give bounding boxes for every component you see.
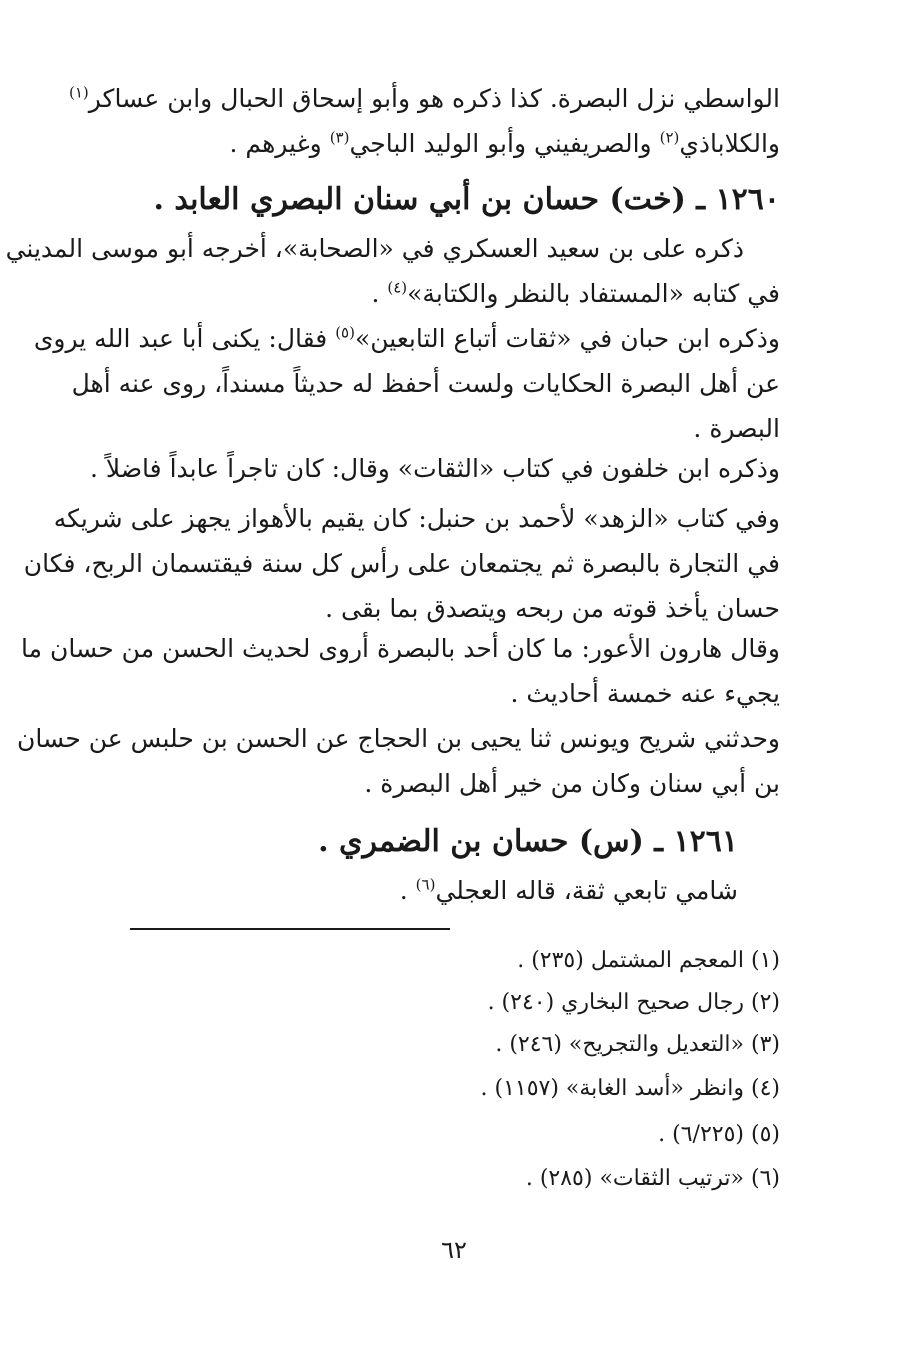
text-line: في التجارة بالبصرة ثم يجتمعان على رأس كل سنة فيقتسمان الربح، فكان — [23, 549, 780, 578]
text-line: بن أبي سنان وكان من خير أهل البصرة . — [364, 769, 780, 798]
text-line: شامي تابعي ثقة، قاله العجلي$^{(٦)}$ . — [399, 875, 738, 905]
footnote: (٣) «التعديل والتجريح» (٢٤٦) . — [495, 1032, 780, 1057]
footnote-ref: (٢) — [659, 128, 680, 147]
text-line: الواسطي نزل البصرة. كذا ذكره هو وأبو إسحاق الحبال وابن عساكر$^{(١)}$ — [68, 83, 780, 113]
paragraph — [33, 316, 780, 451]
text-line: عن أهل البصرة الحكايات ولست أحفظ له حديثاً مسنداً، روى عنه أهل — [71, 369, 780, 398]
paragraph — [23, 496, 780, 631]
paragraph — [90, 868, 738, 913]
paragraph — [5, 226, 780, 316]
footnote-ref: (٥) — [335, 323, 355, 342]
paragraph — [90, 446, 780, 491]
text-line: يجيء عنه خمسة أحاديث . — [510, 679, 780, 708]
text-line: وذكره ابن حبان في «ثقات أتباع التابعين»$^{(٥)}$ فقال: يكنى أبا عبد الله يروى — [33, 323, 780, 353]
entry-heading-1260: ١٢٦٠ ـ (خت) حسان بن أبي سنان البصري العابد . — [153, 182, 780, 217]
footnote: (٦) «ترتيب الثقات» (٢٨٥) . — [525, 1166, 780, 1191]
entry-heading-1261: ١٢٦١ ـ (س) حسان بن الضمري . — [318, 824, 738, 859]
continuation-paragraph — [68, 76, 780, 166]
text-line: في كتابه «المستفاد بالنظر والكتابة»$^{(٤)}$ . — [371, 278, 780, 308]
footnote: (٥) (٦/٢٢٥) . — [658, 1122, 780, 1147]
text-line: وذكره ابن خلفون في كتاب «الثقات» وقال: كان تاجراً عابداً فاضلاً . — [90, 454, 780, 483]
text-line: وقال هارون الأعور: ما كان أحد بالبصرة أروى لحديث الحسن من حسان ما — [21, 634, 780, 663]
footnote-ref: (٣) — [329, 128, 350, 147]
footnote: (١) المعجم المشتمل (٢٣٥) . — [517, 948, 780, 973]
footnote-ref: (٤) — [387, 278, 408, 297]
paragraph — [21, 626, 780, 716]
footnote: (٢) رجال صحيح البخاري (٢٤٠) . — [487, 990, 780, 1015]
footnote-ref: (١) — [68, 83, 89, 102]
text-line: وفي كتاب «الزهد» لأحمد بن حنبل: كان يقيم بالأهواز يجهز على شريكه — [53, 504, 780, 533]
text-line: البصرة . — [693, 414, 780, 443]
page-number: ٦٢ — [441, 1236, 467, 1264]
text-line: وحدثني شريح ويونس ثنا يحيى بن الحجاج عن الحسن بن حلبس عن حسان — [17, 724, 780, 753]
paragraph — [17, 716, 780, 806]
footnote: (٤) وانظر «أسد الغابة» (١١٥٧) . — [480, 1076, 780, 1101]
footnote-separator — [130, 928, 450, 930]
text-line: ذكره على بن سعيد العسكري في «الصحابة»، أخرجه أبو موسى المديني — [5, 234, 744, 263]
text-line: حسان يأخذ قوته من ربحه ويتصدق بما بقى . — [325, 594, 780, 623]
footnote-ref: (٦) — [415, 875, 436, 894]
text-line: والكلاباذي$^{(٢)}$ والصريفيني وأبو الوليد الباجي$^{(٣)}$ وغيرهم . — [229, 128, 780, 158]
